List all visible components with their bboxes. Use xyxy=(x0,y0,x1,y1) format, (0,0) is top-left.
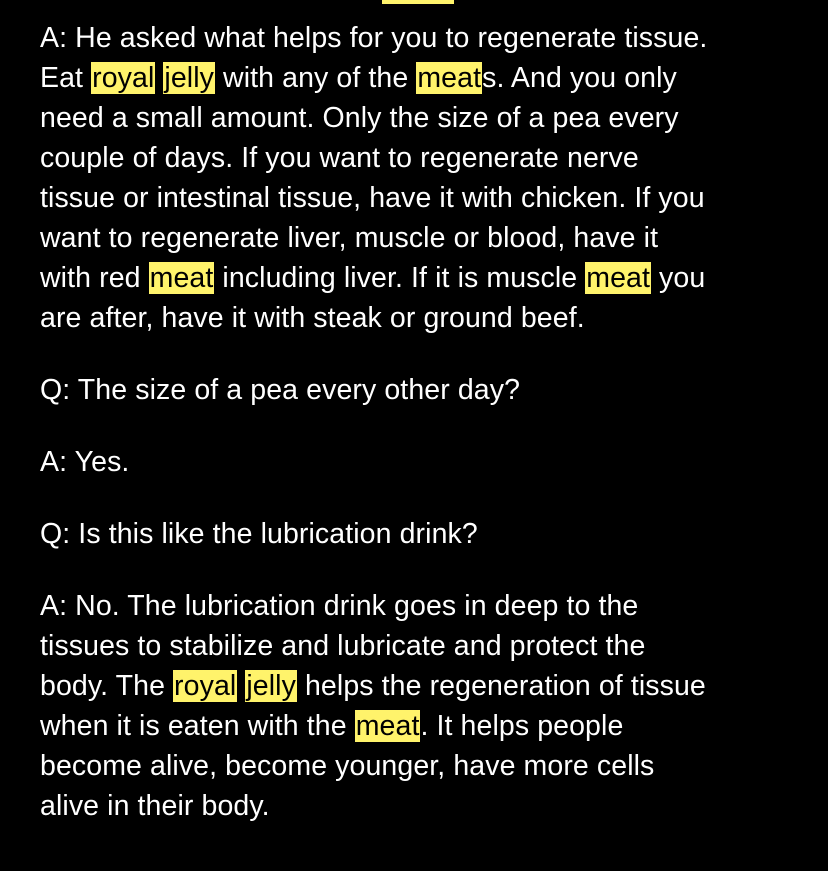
paragraph xyxy=(40,18,810,338)
text-segment: become alive, become younger, have more cells xyxy=(40,750,655,782)
text-segment: . It helps people xyxy=(420,710,624,742)
paragraph xyxy=(40,514,810,554)
text-line xyxy=(40,298,810,338)
text-segment: s. And you only xyxy=(482,62,677,94)
text-line xyxy=(40,442,810,482)
text-segment: want to regenerate liver, muscle or blood, have it xyxy=(40,222,659,254)
text-segment: helps the regeneration of tissue xyxy=(296,670,706,702)
text-segment: body. The xyxy=(40,670,174,702)
paragraph-list xyxy=(40,18,810,826)
text-line xyxy=(40,706,810,746)
text-segment: A: He asked what helps for you to regenerate tissue. xyxy=(40,22,708,54)
paragraph xyxy=(40,370,810,410)
text-line xyxy=(40,58,810,98)
text-line xyxy=(40,666,810,706)
text-segment: are after, have it with steak or ground beef. xyxy=(40,302,585,334)
transcript-document xyxy=(40,0,810,858)
text-segment: tissue or intestinal tissue, have it with chicken. If you xyxy=(40,182,705,214)
text-line xyxy=(40,626,810,666)
text-line xyxy=(40,178,810,218)
highlighted-term: meat xyxy=(417,62,482,94)
highlighted-term: meat xyxy=(586,262,651,294)
highlight-fragment xyxy=(382,0,454,4)
text-line xyxy=(40,138,810,178)
text-segment: you xyxy=(651,262,706,294)
text-segment: Eat xyxy=(40,62,92,94)
highlighted-term: meat xyxy=(149,262,214,294)
text-segment: A: No. The lubrication drink goes in deep to the xyxy=(40,590,639,622)
text-segment: when it is eaten with the xyxy=(40,710,355,742)
text-segment: with any of the xyxy=(215,62,417,94)
text-line xyxy=(40,370,810,410)
highlighted-term: meat xyxy=(355,710,420,742)
text-segment: Q: Is this like the lubrication drink? xyxy=(40,518,478,550)
highlighted-term: jelly xyxy=(246,670,296,702)
paragraph xyxy=(40,586,810,826)
text-line xyxy=(40,98,810,138)
text-line xyxy=(40,258,810,298)
text-line xyxy=(40,586,810,626)
text-segment: with red xyxy=(40,262,149,294)
text-segment: Q: The size of a pea every other day? xyxy=(40,374,521,406)
text-segment: tissues to stabilize and lubricate and protect the xyxy=(40,630,646,662)
text-segment: need a small amount. Only the size of a pea every xyxy=(40,102,679,134)
text-line xyxy=(40,786,810,826)
highlighted-term: jelly xyxy=(164,62,215,94)
text-segment: including liver. If it is muscle xyxy=(214,262,586,294)
text-line xyxy=(40,746,810,786)
text-line xyxy=(40,218,810,258)
highlighted-term: royal xyxy=(92,62,155,94)
text-line xyxy=(40,18,810,58)
text-segment: A: Yes. xyxy=(40,446,130,478)
text-segment: alive in their body. xyxy=(40,790,270,822)
paragraph xyxy=(40,442,810,482)
highlighted-term: royal xyxy=(174,670,237,702)
cut-off-previous-line xyxy=(40,0,810,18)
text-segment: couple of days. If you want to regenerate nerve xyxy=(40,142,639,174)
text-line xyxy=(40,514,810,554)
